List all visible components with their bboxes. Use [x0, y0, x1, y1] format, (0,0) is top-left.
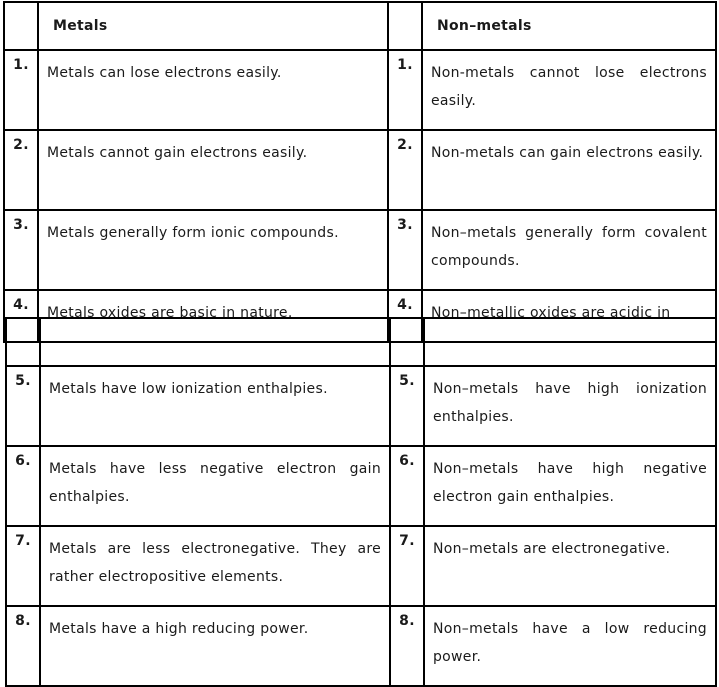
comparison-table-part1	[3, 1, 717, 343]
nonmetal-property: Non–metals have high ionization enthalpies.	[424, 366, 716, 446]
row-number: 4.	[4, 290, 38, 342]
blank-cell	[6, 318, 40, 366]
nonmetal-property: Non-metals cannot lose electrons easily.	[422, 50, 716, 130]
row-number: 2.	[4, 130, 38, 210]
nonmetal-property: Non–metals generally form covalent compounds.	[422, 210, 716, 290]
nonmetal-property: Non–metallic oxides are acidic in	[422, 290, 716, 342]
nonmetal-property: Non–metals are electronegative.	[424, 526, 716, 606]
nonmetal-property: Non-metals can gain electrons easily.	[422, 130, 716, 210]
metal-property: Metals have a high reducing power.	[40, 606, 390, 686]
table-row	[4, 130, 716, 210]
non-metals-header: Non–metals	[422, 2, 716, 50]
metal-property: Metals have low ionization enthalpies.	[40, 366, 390, 446]
header-row	[4, 2, 716, 50]
table-row	[6, 366, 716, 446]
row-number: 1.	[4, 50, 38, 130]
row-number: 4.	[388, 290, 422, 342]
row-number: 1.	[388, 50, 422, 130]
table-row	[6, 446, 716, 526]
row-number: 3.	[4, 210, 38, 290]
row-number: 6.	[6, 446, 40, 526]
blank-header-row	[6, 318, 716, 366]
nonmetal-property: Non–metals have a low reducing power.	[424, 606, 716, 686]
row-number: 5.	[6, 366, 40, 446]
row-number: 6.	[390, 446, 424, 526]
comparison-table-part2	[5, 317, 717, 687]
blank-cell	[424, 318, 716, 366]
metal-property: Metals cannot gain electrons easily.	[38, 130, 388, 210]
nonmetal-property: Non–metals have high negative electron gain enthalpies.	[424, 446, 716, 526]
row-number: 7.	[6, 526, 40, 606]
metal-property: Metals can lose electrons easily.	[38, 50, 388, 130]
blank-cell	[40, 318, 390, 366]
header-num-cell	[4, 2, 38, 50]
row-number: 8.	[390, 606, 424, 686]
metal-property: Metals generally form ionic compounds.	[38, 210, 388, 290]
row-number: 8.	[6, 606, 40, 686]
row-number: 5.	[390, 366, 424, 446]
row-number: 3.	[388, 210, 422, 290]
header-num-cell	[388, 2, 422, 50]
table-row	[6, 526, 716, 606]
metal-property: Metals have less negative electron gain enthalpies.	[40, 446, 390, 526]
metal-property: Metals are less electronegative. They are rather electropositive elements.	[40, 526, 390, 606]
table-row	[4, 50, 716, 130]
blank-cell	[390, 318, 424, 366]
table-row	[6, 606, 716, 686]
table-row	[4, 210, 716, 290]
metal-property: Metals oxides are basic in nature.	[38, 290, 388, 342]
row-number: 7.	[390, 526, 424, 606]
metals-header: Metals	[38, 2, 388, 50]
row-number: 2.	[388, 130, 422, 210]
